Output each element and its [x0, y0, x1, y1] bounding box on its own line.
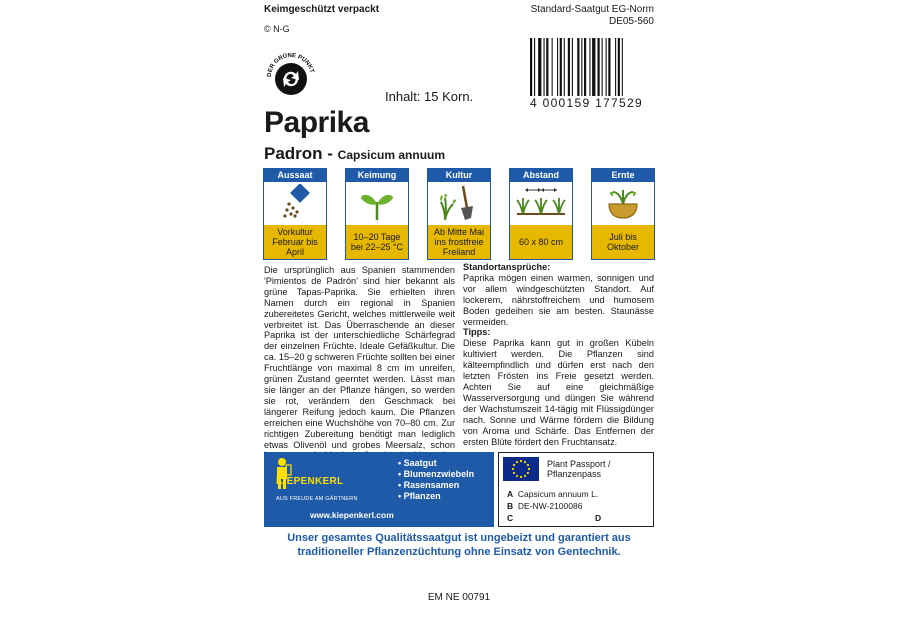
spacing-plants-icon	[510, 182, 572, 223]
packaging-note: Keimgeschützt verpackt	[264, 4, 380, 15]
care-column	[463, 262, 654, 447]
gruener-punkt-label: DER GRÜNE PUNKT	[266, 52, 315, 78]
list-item: • Saatgut	[398, 458, 437, 468]
list-item: • Pflanzen	[398, 491, 441, 501]
gruener-punkt-logo	[262, 46, 320, 104]
card-kultur	[427, 168, 491, 260]
location-text: Paprika mögen einen warmen, sonnigen und vor allem windgeschützten Standort. Auf lockerem, nährstoffreichem und humosem Boden gedeihen sie am besten. Staunässe vermeiden.	[463, 272, 654, 327]
card-label: Aussaat	[264, 169, 326, 182]
brand-box	[264, 452, 494, 527]
card-label: Kultur	[428, 169, 490, 182]
card-label: Ernte	[592, 169, 654, 182]
card-keimung	[345, 168, 409, 260]
passport-title: Plant Passport / Pflanzenpass	[547, 459, 611, 479]
standard-info	[522, 4, 654, 28]
barcode-number: 4 000159 177529	[530, 96, 643, 110]
tips-heading: Tipps:	[463, 327, 491, 338]
botanical-name: Capsicum annuum	[337, 148, 446, 162]
product-subtitle	[264, 144, 445, 164]
copyright-note: © N-G	[264, 24, 290, 34]
product-title: Paprika	[264, 106, 369, 139]
passport-row-a: A Capsicum annuum L.	[507, 489, 599, 499]
list-item: • Blumenzwiebeln	[398, 469, 475, 479]
subtitle-separator: -	[322, 144, 338, 163]
footer-code: EM NE 00791	[427, 592, 491, 603]
standard-line-1: Standard-Saatgut EG-Norm	[530, 4, 654, 15]
location-heading: Standortansprüche:	[463, 262, 551, 272]
package-content: Inhalt: 15 Korn.	[385, 89, 474, 104]
list-item: • Rasensamen	[398, 480, 460, 490]
card-abstand	[509, 168, 573, 260]
harvest-bowl-icon	[592, 182, 654, 223]
standard-line-2: DE05-560	[608, 16, 654, 27]
description-text: Die ursprünglich aus Spanien stammenden 'Pimientos de Padrón' sind hier bekannt als grüne Tapas-Paprika. Sie erhielten ihren Namen durch ein regional in Spanien zubereitetes Gericht, welches mittlerweile weit verbreitet ist. Das Überraschende an dieser Paprika ist der unterschiedliche Schärfegrad der einzelnen Früchte. Ideale Gefäßkultur. Die ca. 15–20 g schweren Früchte sollten bei einer Fruchtlänge von maximal 8 cm im unreifen, grünen Zustand geerntet werden. Lässt man sie länger an der Pflanze hängen, so werden sie rot, verändern den Geschmack bei längerer Reifung jedoch kaum. Die Pflanzen erreichen eine Wuchshöhe von 70–80 cm. Zur richtigen Zubereitung benötigt man lediglich etwas Olivenöl und grobes Meersalz, schon	[264, 265, 455, 450]
brand-website: www.kiepenkerl.com	[310, 510, 394, 520]
card-aussaat	[263, 168, 327, 260]
brand-tagline: AUS FREUDE AM GÄRTNERN	[276, 496, 358, 502]
plant-passport-box	[498, 452, 654, 527]
passport-row-b: B DE-NW-2100086	[507, 501, 583, 511]
card-label: Keimung	[346, 169, 408, 182]
passport-row-c: C	[507, 513, 514, 523]
card-label: Abstand	[510, 169, 572, 182]
card-text: 60 x 80 cm	[510, 223, 572, 259]
tips-text: Diese Paprika kann gut in großen Kübeln kultiviert werden. Die Pflanzen sind kälteempfindlich und dürfen erst nach den letzten Frösten ins Freie gesetzt werden. Achten Sie auf eine gleichmäßige Wasserversorgung und düngen Sie während der Wachstumszeit 14-tägig mit Flüssigdünger nach. Sonne und Wärme fördern die Bildung von Aroma und Schärfe. Das Entfernen der ersten Blüte fördert den Fruchtansatz.	[463, 338, 654, 447]
card-text: 10–20 Tage bei 22–25 °C	[346, 223, 408, 259]
spade-plant-icon	[428, 182, 490, 223]
quality-notice: Unser gesamtes Qualitätssaatgut ist ungebeizt und garantiert aus traditioneller Pflanzenzüchtung ohne Einsatz von Gentechnik.	[287, 532, 631, 558]
card-text: Juli bis Oktober	[592, 223, 654, 259]
brand-product-list	[398, 458, 474, 502]
barcode-graphic	[528, 38, 654, 98]
brand-name: KIEPENKERL	[276, 476, 344, 487]
passport-row-d: D	[595, 513, 602, 523]
card-text: Vorkultur Februar bis April	[264, 223, 326, 259]
card-text: Ab Mitte Mai ins frostfreie Freiland	[428, 223, 490, 259]
sprout-icon	[346, 182, 408, 223]
eu-flag-icon	[503, 457, 539, 481]
card-ernte	[591, 168, 655, 260]
seed-packet-icon	[264, 182, 326, 223]
variety-name: Padron	[264, 144, 323, 163]
